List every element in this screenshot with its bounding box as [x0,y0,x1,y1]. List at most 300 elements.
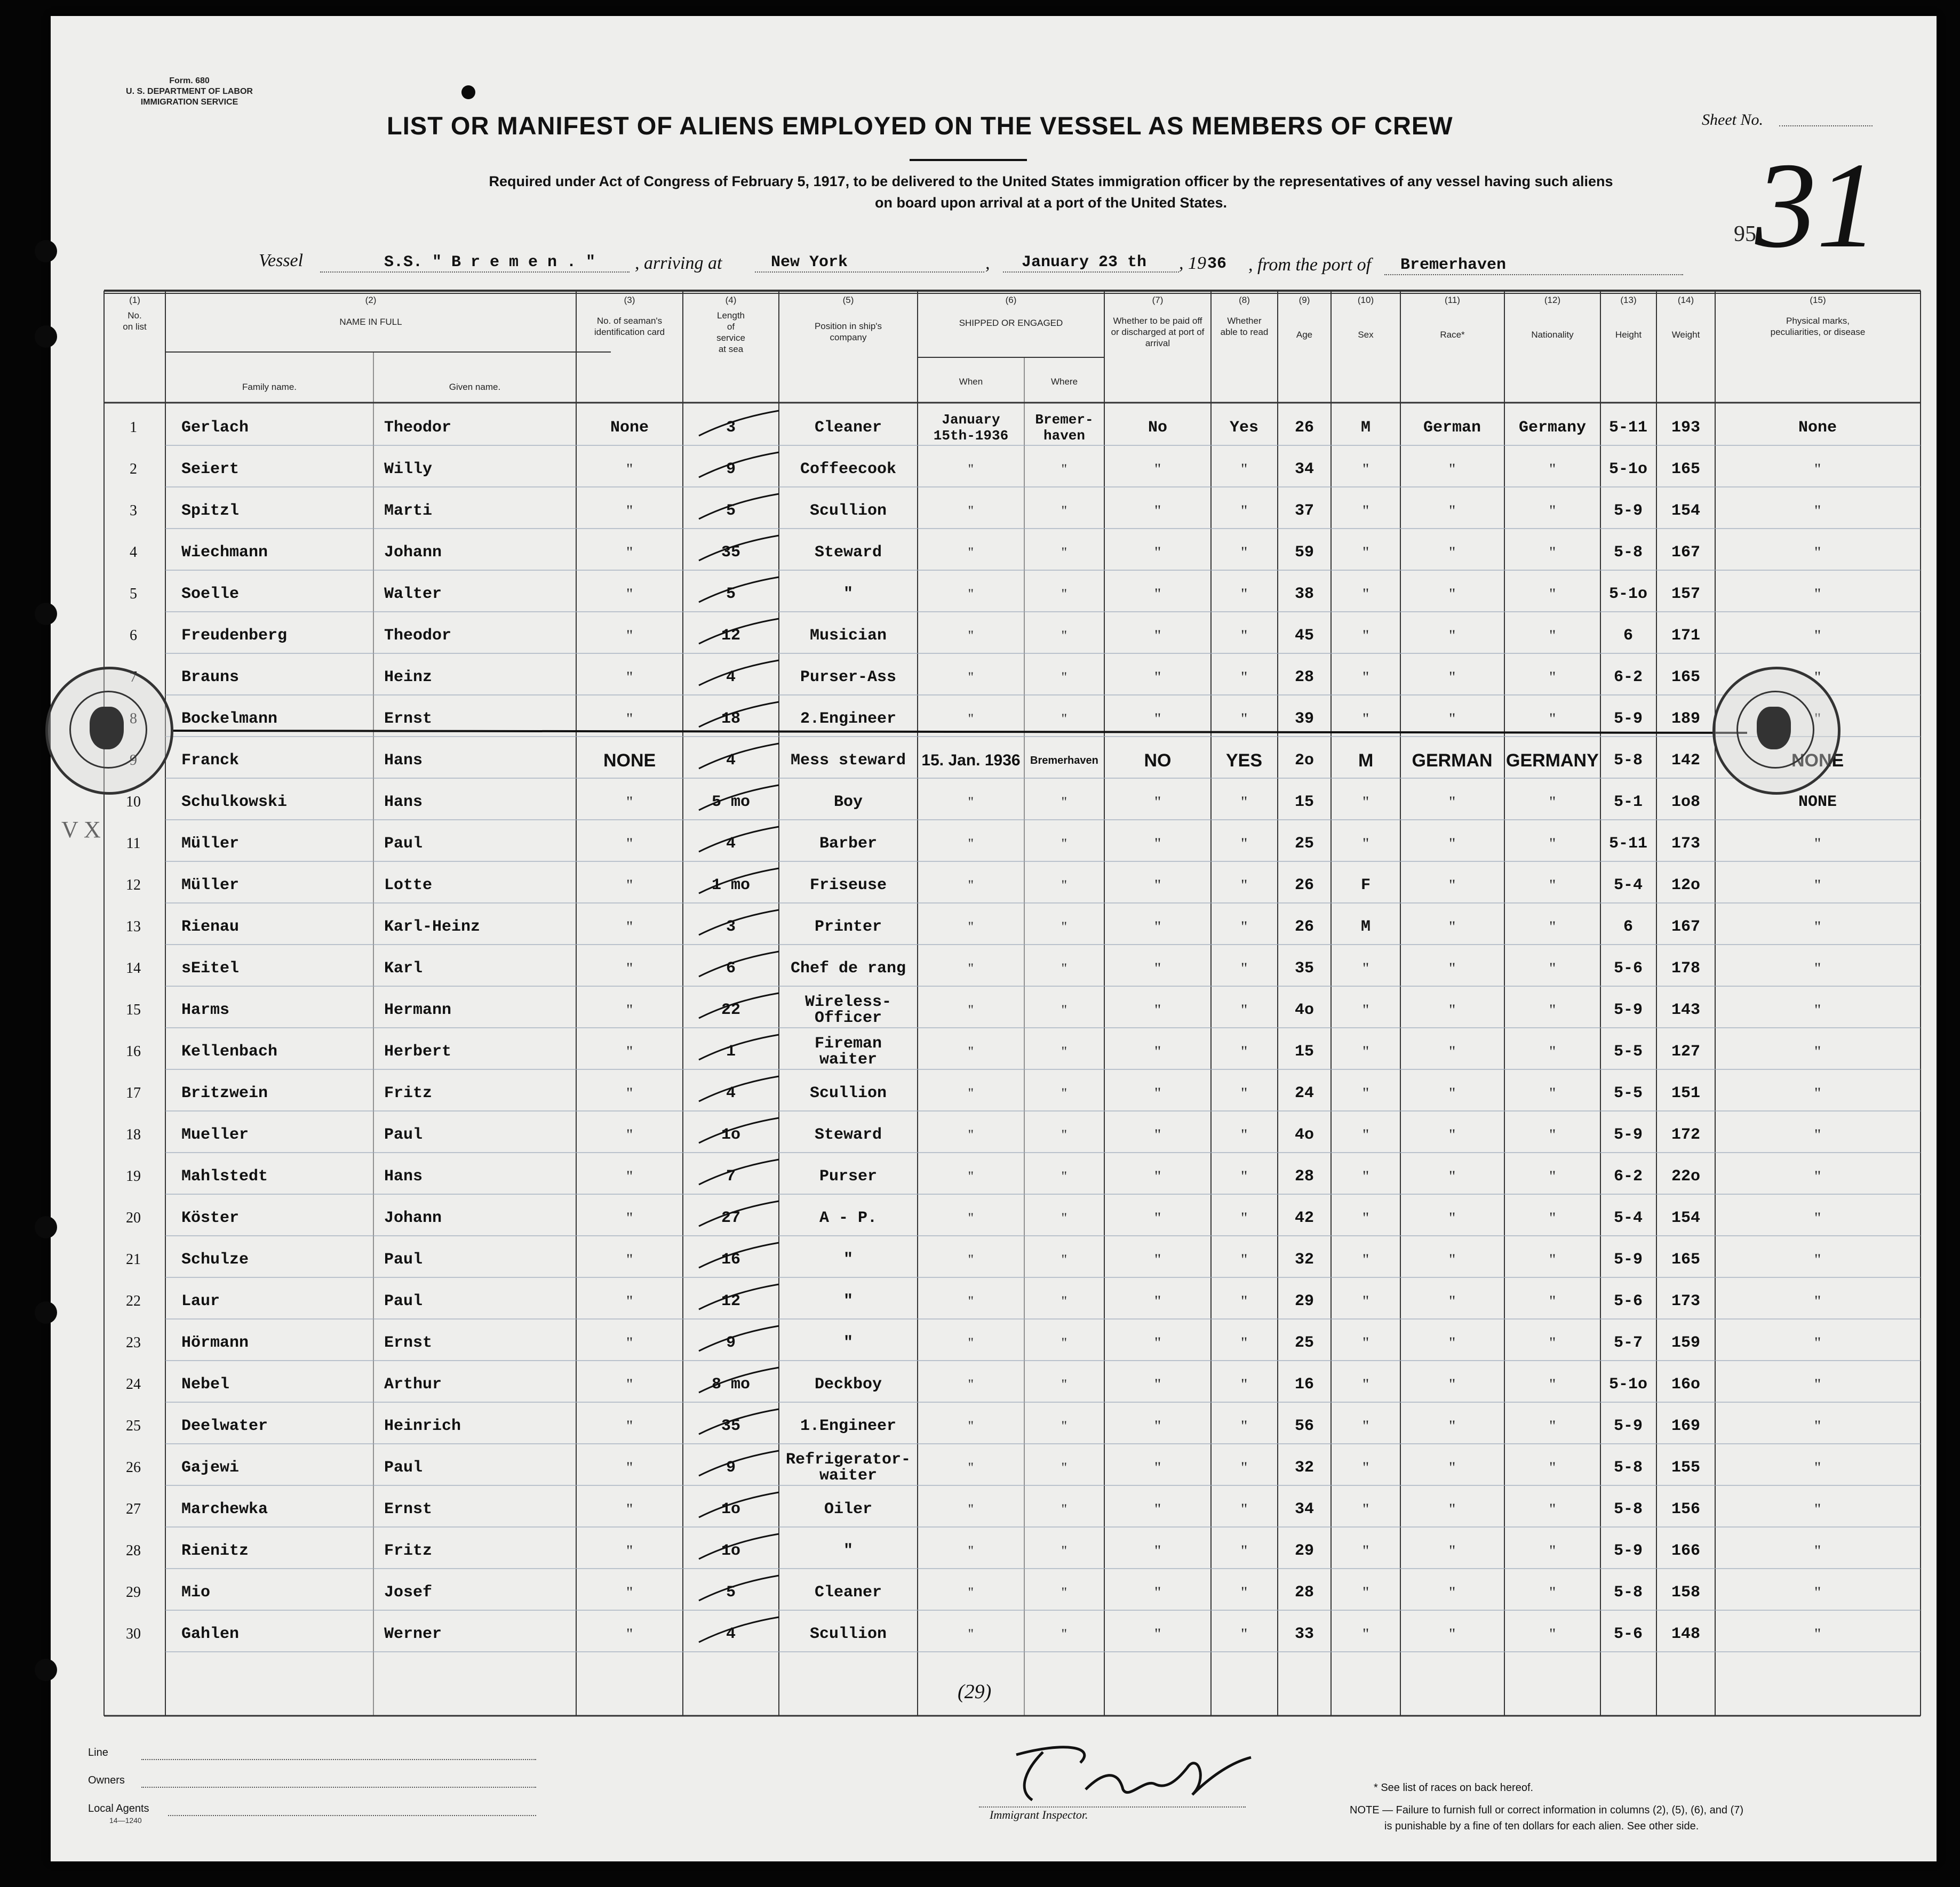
ditto-mark-paid: " [1154,710,1161,727]
ditto-mark-read: " [1241,1251,1248,1268]
ditto-mark-paid: " [1154,876,1161,894]
ditto-mark-sex: " [1363,793,1369,811]
cell-age: 37 [1295,502,1314,520]
cell-weight: 167 [1671,918,1701,936]
ditto-mark-card: " [626,1084,633,1102]
ditto-mark-when: " [968,877,974,893]
ditto-mark-sex: " [1363,1251,1369,1268]
cell-service: 35 [721,543,741,562]
ditto-mark-read: " [1241,585,1248,603]
ditto-mark-read: " [1241,460,1248,478]
ditto-mark-nat: " [1549,1292,1556,1310]
arriving-label: , arriving at [635,253,722,273]
ditto-mark-sex: " [1363,1168,1369,1185]
cell-family: Rienitz [181,1542,249,1560]
service-tick-stroke [694,1446,784,1484]
service-tick-stroke [694,822,784,860]
cell-no: 21 [126,1251,141,1268]
cell-age: 29 [1295,1292,1314,1310]
ditto-mark-where: " [1061,836,1067,851]
ditto-mark-where: " [1061,545,1067,560]
ditto-mark-marks: " [1814,1459,1821,1476]
cell-weight: 151 [1671,1084,1701,1102]
cell-weight: 173 [1671,1292,1701,1310]
ditto-mark-card: " [626,543,633,561]
ditto-mark-race: " [1449,1292,1456,1310]
cell-service: 5 [726,585,736,603]
ditto-mark-marks: " [1814,668,1821,686]
cell-given: Fritz [384,1084,433,1102]
cell-height: 5-8 [1614,1459,1643,1477]
col-number: (6) [1005,295,1017,305]
cell-weight: 148 [1671,1625,1701,1643]
ditto-mark-read: " [1241,960,1248,977]
col-number: (13) [1620,295,1637,305]
cell-height: 5-7 [1614,1334,1643,1352]
owners-field [141,1787,536,1788]
cell-weight: 173 [1671,835,1701,853]
cell-no: 1 [130,419,137,436]
col-number: (9) [1298,295,1310,305]
ditto-mark-sex: " [1363,1001,1369,1019]
ditto-mark-race: " [1449,1625,1456,1643]
cell-position: " [843,1292,854,1310]
ditto-mark-marks: " [1814,543,1821,561]
service-tick-stroke [694,1405,784,1442]
ditto-mark-where: " [1061,1501,1067,1517]
ditto-mark-card: " [626,1251,633,1268]
service-tick-stroke [694,1238,784,1276]
arrival-date: January 23 th [1003,253,1179,273]
ditto-mark-card: " [626,668,633,686]
cell-paid: NO [1144,750,1172,771]
cell-family: Harms [181,1001,230,1019]
eagle-seal-icon [1757,707,1791,749]
sheet-prefix: 95 [1734,222,1756,246]
cell-where: Bremerhaven [1030,754,1098,766]
cell-service: 4 [726,751,736,770]
ditto-mark-when: " [968,503,974,518]
ditto-mark-when: " [968,1377,974,1392]
cell-position: Fireman waiter [814,1035,882,1069]
cell-age: 16 [1295,1376,1314,1394]
cell-weight: 169 [1671,1417,1701,1435]
ditto-mark-where: " [1061,877,1067,893]
cell-service: 35 [721,1417,741,1435]
service-tick-stroke [694,448,784,485]
cell-given: Johann [384,543,442,562]
ditto-mark-card: " [626,1542,633,1560]
ditto-mark-nat: " [1549,1126,1556,1144]
cell-age: 28 [1295,668,1314,686]
ditto-mark-marks: " [1814,1500,1821,1518]
cell-weight: 1o8 [1671,793,1701,811]
cell-no: 26 [126,1459,141,1476]
ditto-mark-race: " [1449,1376,1456,1393]
cell-position: Wireless- Officer [804,993,892,1027]
cell-family: Freudenberg [181,627,288,645]
service-tick-stroke [694,781,784,818]
cell-given: Hermann [384,1001,452,1019]
ditto-mark-sex: " [1363,1126,1369,1144]
ditto-mark-where: " [1061,1127,1067,1142]
cell-age: 28 [1295,1168,1314,1186]
cell-no: 13 [126,918,141,935]
cell-height: 6 [1623,918,1634,936]
cell-position: Mess steward [791,751,906,770]
ditto-mark-where: " [1061,1169,1067,1184]
cell-given: Ernst [384,1500,433,1518]
where-header: Where [1050,377,1078,387]
ditto-mark-read: " [1241,1625,1248,1643]
cell-height: 5-9 [1614,1126,1643,1144]
ditto-mark-nat: " [1549,1542,1556,1560]
ditto-mark-race: " [1449,835,1456,852]
cell-weight: 154 [1671,502,1701,520]
ditto-mark-marks: " [1814,585,1821,603]
cell-weight: 178 [1671,960,1701,978]
ditto-mark-read: " [1241,710,1248,727]
ditto-mark-card: " [626,1459,633,1476]
cell-height: 5-9 [1614,1417,1643,1435]
cell-service: 1 mo [712,876,751,894]
ditto-mark-race: " [1449,710,1456,727]
ditto-mark-when: " [968,836,974,851]
col-label: Weight [1671,330,1700,340]
inspector-line [979,1806,1246,1808]
cell-service: 5 [726,1584,736,1602]
cell-family: Spitzl [181,502,240,520]
cell-position: Purser [819,1168,878,1186]
cell-height: 5-9 [1614,1001,1643,1019]
cell-height: 5-9 [1614,1542,1643,1560]
cell-weight: 171 [1671,627,1701,645]
cell-height: 5-6 [1614,960,1643,978]
ditto-mark-read: " [1241,1168,1248,1185]
ditto-mark-sex: " [1363,1459,1369,1476]
cell-no: 8 [130,710,137,727]
ditto-mark-sex: " [1363,627,1369,644]
ditto-mark-sex: " [1363,1084,1369,1102]
cell-family: Mueller [181,1126,249,1144]
ditto-mark-read: " [1241,1500,1248,1518]
ditto-mark-nat: " [1549,668,1556,686]
cell-given: Josef [384,1584,433,1602]
cell-family: Köster [181,1209,240,1227]
cell-given: Ernst [384,1334,433,1352]
ditto-mark-read: " [1241,1417,1248,1435]
ditto-mark-card: " [626,627,633,644]
ditto-mark-card: " [626,1417,633,1435]
cell-family: Seiert [181,460,240,478]
ditto-mark-nat: " [1549,1584,1556,1601]
ditto-mark-card: " [626,876,633,894]
cell-height: 5-4 [1614,1209,1643,1227]
cell-age: 45 [1295,627,1314,645]
ditto-mark-card: " [626,835,633,852]
ditto-mark-card: " [626,1625,633,1643]
sheet-number: 31 [1755,137,1878,273]
cell-service: 22 [721,1001,741,1019]
ditto-mark-paid: " [1154,1209,1161,1227]
ditto-mark-where: " [1061,1626,1067,1642]
cell-given: Paul [384,1292,423,1310]
cell-position: A - P. [819,1209,878,1227]
ditto-mark-nat: " [1549,1625,1556,1643]
ditto-mark-nat: " [1549,502,1556,519]
service-tick-stroke [694,1363,784,1401]
footnote: * See list of races on back hereof. [1374,1782,1534,1794]
ditto-mark-marks: " [1814,1376,1821,1393]
cell-no: 24 [126,1376,141,1393]
ditto-mark-where: " [1061,961,1067,976]
cell-position: 2.Engineer [800,710,897,728]
cell-nat: Germany [1519,419,1587,437]
cell-weight: 189 [1671,710,1701,728]
consulate-stamp [45,667,173,795]
ditto-mark-nat: " [1549,876,1556,894]
cell-when: January 15th-1936 [933,412,1009,444]
cell-when: 15. Jan. 1936 [921,751,1021,769]
cell-service: 9 [726,1459,736,1477]
agents-label: Local Agents [88,1803,149,1814]
cell-service: 9 [726,460,736,478]
ditto-mark-nat: " [1549,960,1556,977]
cell-family: Rienau [181,918,240,936]
ditto-mark-race: " [1449,1168,1456,1185]
cell-position: Steward [815,1126,882,1144]
ditto-mark-paid: " [1154,1084,1161,1102]
cell-age: 32 [1295,1251,1314,1269]
cell-where: Bremer- haven [1035,412,1094,444]
cell-no: 18 [126,1126,141,1143]
service-tick-stroke [694,947,784,985]
cell-position: Cleaner [815,419,882,437]
ditto-mark-nat: " [1549,1168,1556,1185]
ditto-mark-nat: " [1549,1043,1556,1060]
cell-sex: F [1361,876,1371,894]
ditto-mark-where: " [1061,1085,1067,1101]
cell-weight: 172 [1671,1126,1701,1144]
cell-position: Scullion [810,502,887,520]
col-number: (11) [1445,295,1460,305]
cell-service: 12 [721,1292,741,1310]
from-port: Bremerhaven [1384,256,1683,275]
cell-position: Coffeecook [800,460,897,478]
cell-height: 5-5 [1614,1043,1643,1061]
ditto-mark-sex: " [1363,460,1369,478]
cell-given: Paul [384,1251,423,1269]
ditto-mark-when: " [968,1460,974,1475]
col-number: (4) [725,295,737,305]
ditto-mark-paid: " [1154,1584,1161,1601]
page-title: LIST OR MANIFEST OF ALIENS EMPLOYED ON THE VESSEL AS MEMBERS OF CREW [387,111,1453,140]
ditto-mark-sex: " [1363,1417,1369,1435]
cell-weight: 127 [1671,1043,1701,1061]
service-tick-stroke [694,1030,784,1068]
ditto-mark-when: " [968,794,974,810]
when-header: When [959,377,983,387]
ditto-mark-nat: " [1549,793,1556,811]
cell-family: Laur [181,1292,220,1310]
cell-family: Brauns [181,668,240,686]
ditto-mark-paid: " [1154,627,1161,644]
ditto-mark-race: " [1449,1417,1456,1435]
ditto-mark-card: " [626,1001,633,1019]
service-tick-stroke [694,906,784,943]
cell-position: Scullion [810,1625,887,1643]
service-tick-stroke [694,739,784,777]
ditto-mark-paid: " [1154,1126,1161,1144]
cell-age: 34 [1295,460,1314,478]
cell-height: 5-4 [1614,876,1643,894]
ditto-mark-read: " [1241,1084,1248,1102]
cell-age: 59 [1295,543,1314,562]
ditto-mark-card: " [626,1292,633,1310]
ditto-mark-where: " [1061,711,1067,726]
ditto-mark-when: " [968,586,974,602]
ditto-mark-where: " [1061,794,1067,810]
cell-no: 10 [126,794,141,810]
ditto-mark-when: " [968,1127,974,1142]
ditto-mark-where: " [1061,919,1067,934]
ditto-mark-where: " [1061,1044,1067,1059]
cell-weight: 159 [1671,1334,1701,1352]
cell-weight: 165 [1671,460,1701,478]
cell-age: 28 [1295,1584,1314,1602]
ditto-mark-race: " [1449,627,1456,644]
cell-family: Britzwein [181,1084,268,1102]
cell-age: 29 [1295,1542,1314,1560]
cell-position: Refrigerator- waiter [785,1451,911,1485]
ditto-mark-race: " [1449,918,1456,935]
ditto-mark-race: " [1449,1126,1456,1144]
ditto-mark-nat: " [1549,1084,1556,1102]
ditto-mark-read: " [1241,1126,1248,1144]
cell-height: 5-8 [1614,1500,1643,1518]
ditto-mark-nat: " [1549,1209,1556,1227]
ditto-mark-read: " [1241,627,1248,644]
cell-age: 26 [1295,918,1314,936]
ditto-mark-nat: " [1549,835,1556,852]
ditto-mark-when: " [968,1085,974,1101]
cell-no: 7 [130,669,137,685]
ditto-mark-marks: " [1814,1292,1821,1310]
cell-height: 5-9 [1614,1251,1643,1269]
ditto-mark-when: " [968,919,974,934]
ditto-mark-card: " [626,502,633,519]
cell-given: Johann [384,1209,442,1227]
service-tick-stroke [694,1155,784,1193]
cell-no: 3 [130,502,137,519]
cell-family: Schulze [181,1251,249,1269]
cell-given: Ernst [384,710,433,728]
cell-weight: 166 [1671,1542,1701,1560]
cell-family: Gerlach [181,419,249,437]
cell-weight: 193 [1671,419,1701,437]
ditto-mark-marks: " [1814,1584,1821,1601]
cell-position: " [843,585,854,603]
penalty-note-cont: is punishable by a fine of ten dollars for each alien. See other side. [1384,1820,1699,1832]
col-number: (5) [842,295,854,305]
cell-no: 2 [130,461,137,477]
ditto-mark-race: " [1449,502,1456,519]
ditto-mark-marks: " [1814,1001,1821,1019]
cell-family: Deelwater [181,1417,268,1435]
ditto-mark-paid: " [1154,1542,1161,1560]
ditto-mark-where: " [1061,669,1067,685]
ditto-mark-where: " [1061,1002,1067,1018]
arriving-port: New York [755,253,984,273]
col-number: (15) [1810,295,1826,305]
ditto-mark-when: " [968,1210,974,1226]
cell-given: Paul [384,1126,423,1144]
ditto-mark-paid: " [1154,1500,1161,1518]
col-number: (3) [624,295,635,305]
cell-no: 12 [126,877,141,893]
ditto-mark-paid: " [1154,460,1161,478]
cell-age: 2o [1295,751,1314,770]
cell-height: 6-2 [1614,668,1643,686]
cell-family: Marchewka [181,1500,268,1518]
cell-age: 39 [1295,710,1314,728]
service-tick-stroke [694,989,784,1026]
ditto-mark-where: " [1061,628,1067,643]
ditto-mark-marks: " [1814,1209,1821,1227]
cell-sex: M [1361,419,1371,437]
ditto-mark-paid: " [1154,1459,1161,1476]
ditto-mark-where: " [1061,461,1067,477]
cell-position: " [843,1542,854,1560]
cell-read: Yes [1230,419,1259,437]
cell-family: Hörmann [181,1334,249,1352]
cell-sex: M [1358,750,1374,771]
cell-height: 5-8 [1614,543,1643,562]
ditto-mark-sex: " [1363,1584,1369,1601]
ditto-mark-card: " [626,585,633,603]
ditto-mark-when: " [968,1418,974,1434]
ditto-mark-read: " [1241,876,1248,894]
ditto-mark-sex: " [1363,668,1369,686]
cell-no: 25 [126,1418,141,1434]
cell-sex: M [1361,918,1371,936]
comma: , [985,253,990,273]
cell-age: 25 [1295,1334,1314,1352]
ditto-mark-nat: " [1549,1500,1556,1518]
col-number: (2) [365,295,377,305]
table-body [51,16,1937,1861]
service-tick-stroke [694,1322,784,1359]
cell-read: YES [1226,750,1263,771]
service-tick-stroke [694,698,784,735]
ditto-mark-when: " [968,461,974,477]
cell-height: 5-11 [1609,419,1648,437]
cell-given: Hans [384,1168,423,1186]
cell-given: Theodor [384,419,452,437]
cell-age: 15 [1295,793,1314,811]
cell-service: 5 [726,502,736,520]
cell-no: 23 [126,1334,141,1351]
ditto-mark-nat: " [1549,1334,1556,1352]
ditto-mark-read: " [1241,502,1248,519]
ditto-mark-when: " [968,1002,974,1018]
cell-height: 5-1o [1609,460,1648,478]
ditto-mark-marks: " [1814,960,1821,977]
cell-age: 33 [1295,1625,1314,1643]
cell-age: 56 [1295,1417,1314,1435]
cell-given: Theodor [384,627,452,645]
ditto-mark-sex: " [1363,1209,1369,1227]
